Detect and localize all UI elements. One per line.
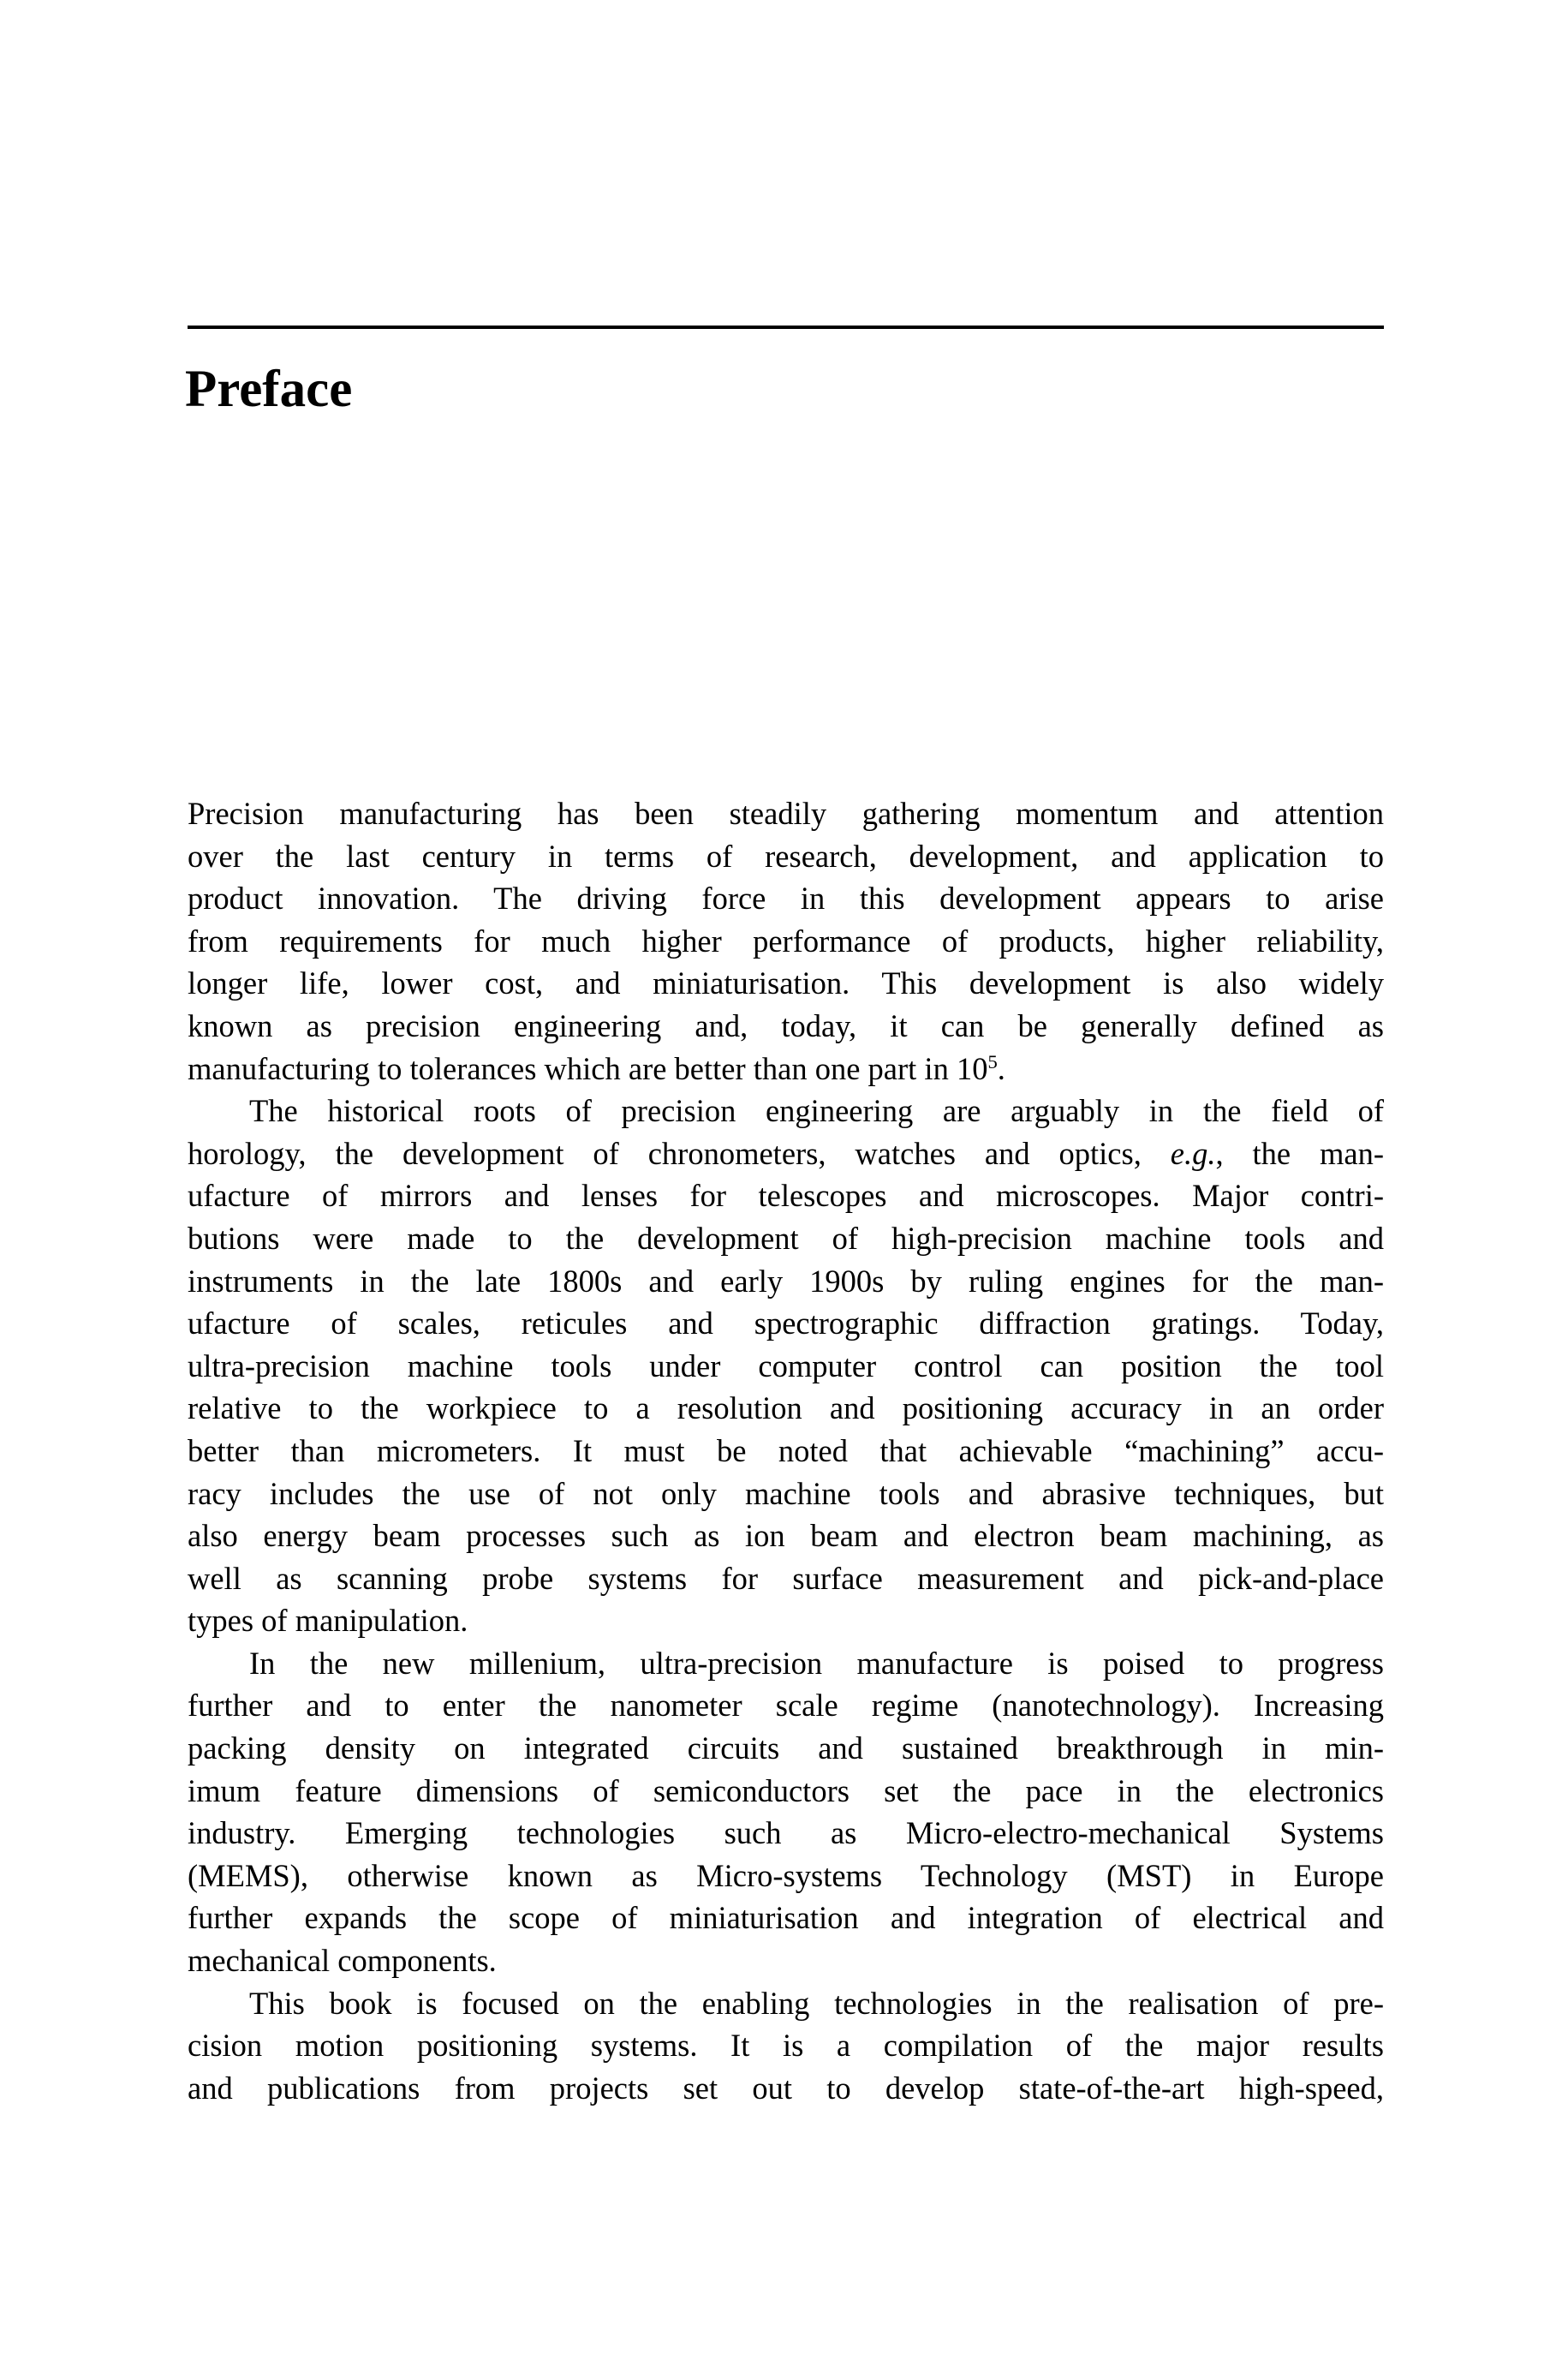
text-line (188, 1090, 1384, 1132)
text-line (188, 1430, 1384, 1473)
text-line (188, 877, 1384, 920)
text-segment: In the new millenium, ultra-precision manufacture is poised to progress (249, 1645, 1384, 1681)
text-segment: Precision manufacturing has been steadily gathering momentum and attention (188, 796, 1384, 831)
text-segment: (MEMS), otherwise known as Micro-systems Technology (MST) in Europe (188, 1857, 1384, 1893)
text-segment: further and to enter the nanometer scale regime (nanotechnology). Increasing (188, 1688, 1384, 1724)
text-line (188, 1855, 1384, 1897)
text-line (188, 1217, 1384, 1260)
paragraph (188, 792, 1384, 1090)
text-line (188, 1132, 1384, 1175)
text-segment: instruments in the late 1800s and early 1900s by ruling engines for the man- (188, 1263, 1384, 1299)
text-line (188, 1345, 1384, 1388)
text-segment: longer life, lower cost, and miniaturisation. This development is also widely (188, 965, 1384, 1001)
text-segment: , the man- (1215, 1135, 1384, 1171)
text-segment: over the last century in terms of research, development, and application to (188, 838, 1384, 874)
text-segment: cision motion positioning systems. It is a compilation of the major results (188, 2028, 1384, 2064)
text-line (188, 1812, 1384, 1855)
text-line (188, 1387, 1384, 1430)
text-segment: well as scanning probe systems for surface measurement and pick-and-place (188, 1560, 1384, 1596)
text-segment: from requirements for much higher performance of products, higher reliability, (188, 923, 1384, 959)
text-segment: imum feature dimensions of semiconductors set the pace in the electronics (188, 1772, 1384, 1808)
text-segment: industry. Emerging technologies such as Micro-electro-mechanical Systems (188, 1815, 1384, 1851)
text-line (188, 1174, 1384, 1217)
text-line (188, 1982, 1384, 2025)
text-line (188, 920, 1384, 963)
text-segment: packing density on integrated circuits and sustained breakthrough in min- (188, 1730, 1384, 1766)
text-segment: This book is focused on the enabling technologies in the realisation of pre- (249, 1985, 1384, 2021)
text-line (188, 835, 1384, 878)
text-line (188, 1005, 1384, 1048)
text-line (188, 1727, 1384, 1770)
text-segment: better than micrometers. It must be noted that achievable “machining” accu- (188, 1432, 1384, 1468)
paragraph (188, 1090, 1384, 1642)
text-segment: relative to the workpiece to a resolution and positioning accuracy in an order (188, 1390, 1384, 1426)
text-line (188, 1939, 1384, 1982)
text-line (188, 1642, 1384, 1685)
italic-segment: e.g. (1170, 1135, 1216, 1171)
text-line (188, 2067, 1384, 2110)
text-line (188, 2024, 1384, 2067)
text-line (188, 1260, 1384, 1303)
text-segment: also energy beam processes such as ion beam and electron beam machining, as (188, 1518, 1384, 1554)
text-segment: ufacture of scales, reticules and spectrographic diffraction gratings. Today, (188, 1306, 1384, 1341)
preface-body (188, 792, 1384, 2109)
text-segment: The historical roots of precision engineering are arguably in the field of (249, 1093, 1384, 1129)
text-line (188, 792, 1384, 835)
text-segment: mechanical components. (188, 1943, 497, 1979)
text-segment: further expands the scope of miniaturisation and integration of electrical and (188, 1900, 1384, 1936)
text-line (188, 1515, 1384, 1557)
text-line (188, 1048, 1384, 1090)
text-segment: manufacturing to tolerances which are better than one part in 10 (188, 1050, 988, 1086)
text-line (188, 1897, 1384, 1939)
text-segment: horology, the development of chronometers, watches and optics, (188, 1135, 1171, 1171)
text-line (188, 1302, 1384, 1345)
chapter-rule (188, 326, 1384, 329)
text-segment: ultra-precision machine tools under computer control can position the tool (188, 1347, 1384, 1383)
text-segment: types of manipulation. (188, 1603, 468, 1639)
paragraph (188, 1982, 1384, 2110)
paragraph (188, 1642, 1384, 1982)
text-segment: product innovation. The driving force in this development appears to arise (188, 881, 1384, 917)
text-segment: . (997, 1050, 1005, 1086)
text-segment: butions were made to the development of high-precision machine tools and (188, 1220, 1384, 1256)
text-line (188, 1473, 1384, 1515)
text-line (188, 1557, 1384, 1600)
superscript-segment: 5 (987, 1051, 998, 1073)
text-segment: racy includes the use of not only machine tools and abrasive techniques, but (188, 1475, 1384, 1511)
text-segment: ufacture of mirrors and lenses for telescopes and microscopes. Major contri- (188, 1178, 1384, 1214)
text-line (188, 1599, 1384, 1642)
text-segment: known as precision engineering and, today, it can be generally defined as (188, 1007, 1384, 1043)
text-line (188, 962, 1384, 1005)
page-title: Preface (185, 361, 353, 418)
text-line (188, 1770, 1384, 1813)
text-line (188, 1684, 1384, 1727)
text-segment: and publications from projects set out to develop state-of-the-art high-speed, (188, 2070, 1384, 2106)
